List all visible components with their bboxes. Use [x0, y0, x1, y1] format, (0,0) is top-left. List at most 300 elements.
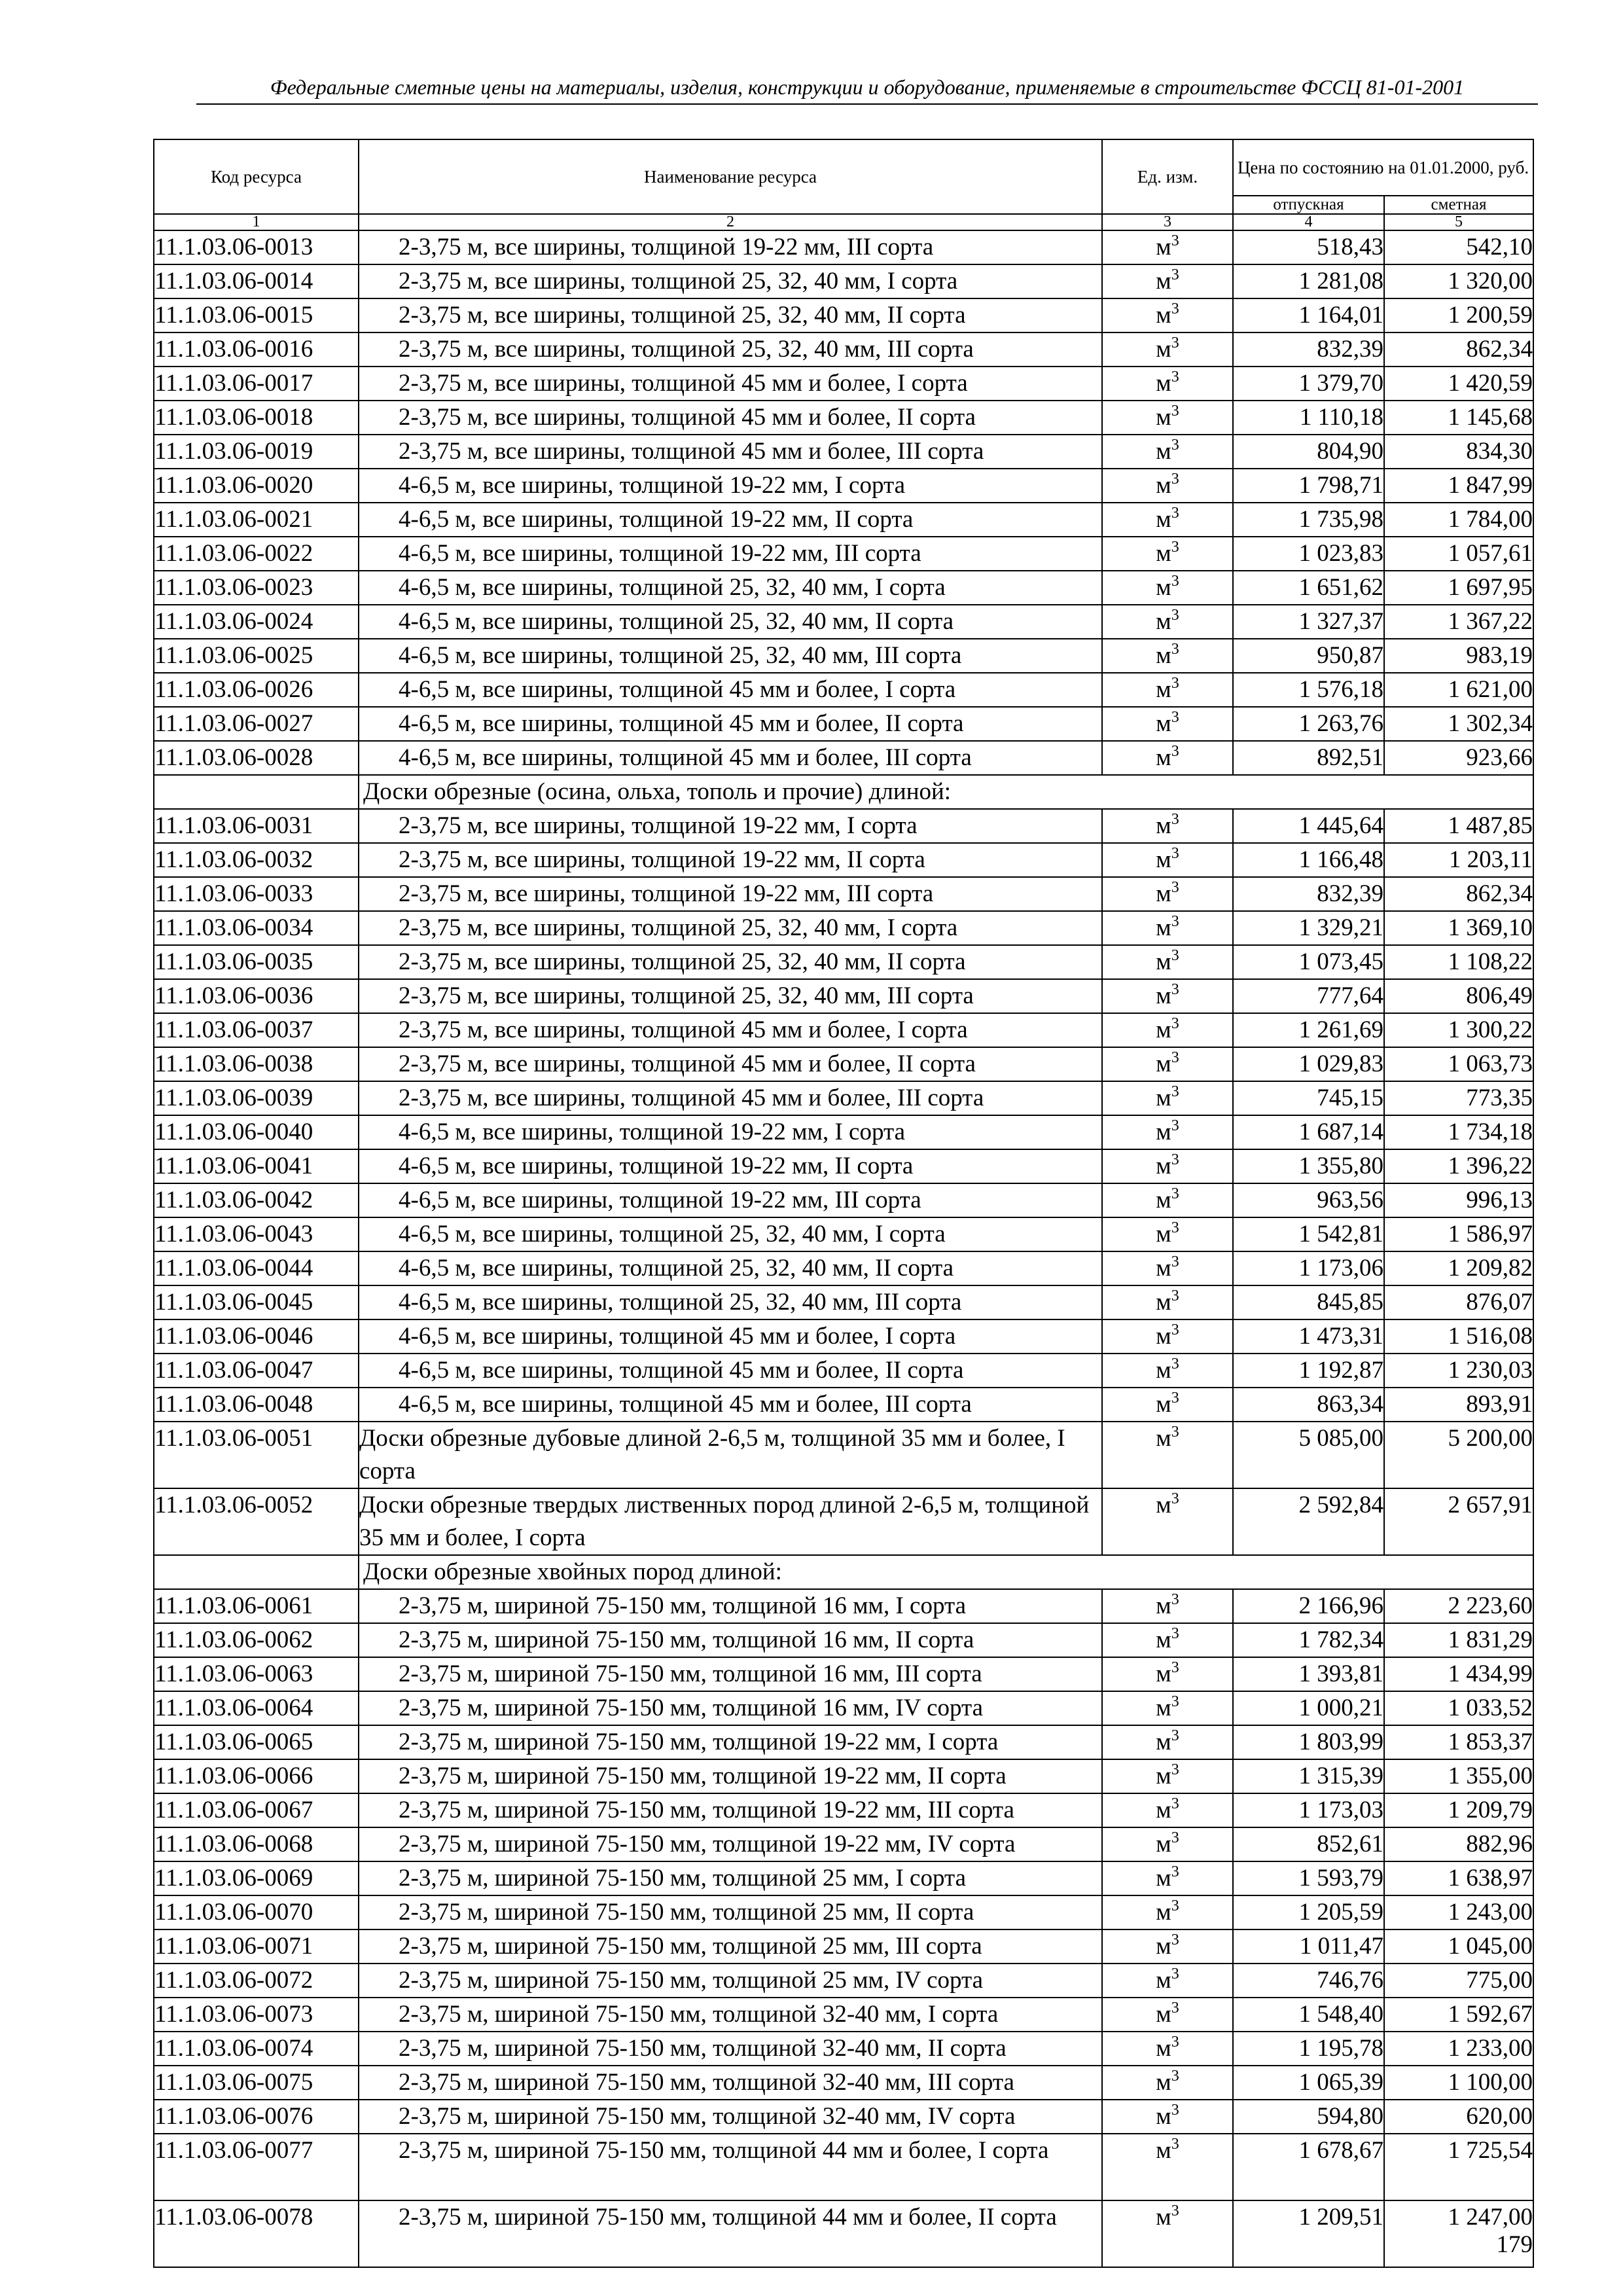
unit-exponent: 3: [1171, 811, 1179, 828]
price-estimate: 5 200,00: [1384, 1422, 1533, 1488]
unit-cell: [1102, 673, 1233, 707]
resource-code: 11.1.03.06-0038: [154, 1047, 359, 1081]
price-release: 892,51: [1233, 741, 1384, 775]
unit-base: м: [1156, 234, 1171, 260]
unit-cell: [1102, 332, 1233, 367]
table-row: [154, 1013, 1533, 1047]
unit-base: м: [1156, 914, 1171, 941]
resource-code: 11.1.03.06-0019: [154, 435, 359, 469]
resource-code: 11.1.03.06-0023: [154, 571, 359, 605]
section-code-cell: [154, 775, 359, 809]
table-row: [154, 877, 1533, 911]
unit-base: м: [1156, 744, 1171, 771]
unit-cell: [1102, 1319, 1233, 1354]
table-row: [154, 979, 1533, 1013]
resource-code: 11.1.03.06-0026: [154, 673, 359, 707]
unit-exponent: 3: [1171, 1390, 1179, 1407]
unit-base: м: [1156, 880, 1171, 907]
unit-exponent: 3: [1171, 981, 1179, 998]
unit-cell: [1102, 571, 1233, 605]
unit-cell: [1102, 945, 1233, 979]
resource-name: 2-3,75 м, все ширины, толщиной 19-22 мм, III сорта: [359, 877, 1102, 911]
price-estimate: 1 847,99: [1384, 469, 1533, 503]
table-row: [154, 1895, 1533, 1929]
resource-code: 11.1.03.06-0018: [154, 401, 359, 435]
unit-exponent: 3: [1171, 2202, 1179, 2219]
resource-code: 11.1.03.06-0044: [154, 1251, 359, 1285]
unit-exponent: 3: [1171, 1083, 1179, 1100]
resource-name: 2-3,75 м, все ширины, толщиной 25, 32, 40 мм, I сорта: [359, 264, 1102, 298]
unit-exponent: 3: [1171, 266, 1179, 283]
resource-code: 11.1.03.06-0061: [154, 1589, 359, 1623]
unit-base: м: [1156, 1119, 1171, 1145]
unit-base: м: [1156, 506, 1171, 533]
price-release: 1 548,40: [1233, 1998, 1384, 2032]
unit-exponent: 3: [1171, 368, 1179, 386]
col-header-code: Код ресурса: [154, 139, 359, 214]
price-release: 963,56: [1233, 1183, 1384, 1217]
table-row: [154, 1285, 1533, 1319]
col-header-price-release: отпускная: [1233, 196, 1384, 214]
price-release: 1 593,79: [1233, 1861, 1384, 1895]
resource-code: 11.1.03.06-0043: [154, 1217, 359, 1251]
unit-exponent: 3: [1171, 913, 1179, 930]
unit-cell: [1102, 1115, 1233, 1149]
unit-exponent: 3: [1171, 2102, 1179, 2119]
column-number: 3: [1102, 214, 1233, 230]
unit-exponent: 3: [1171, 641, 1179, 658]
price-estimate: 1 209,82: [1384, 1251, 1533, 1285]
price-estimate: 1 725,54: [1384, 2134, 1533, 2200]
table-row: [154, 435, 1533, 469]
table-row: [154, 1964, 1533, 1998]
unit-base: м: [1156, 302, 1171, 329]
unit-base: м: [1156, 1050, 1171, 1077]
price-release: 1 379,70: [1233, 367, 1384, 401]
resource-code: 11.1.03.06-0069: [154, 1861, 359, 1895]
unit-cell: [1102, 298, 1233, 332]
price-release: 832,39: [1233, 877, 1384, 911]
resource-name: 2-3,75 м, шириной 75-150 мм, толщиной 25 мм, I сорта: [359, 1861, 1102, 1895]
price-estimate: 1 367,22: [1384, 605, 1533, 639]
resource-code: 11.1.03.06-0034: [154, 911, 359, 945]
unit-cell: [1102, 1657, 1233, 1691]
resource-name: 4-6,5 м, все ширины, толщиной 45 мм и более, III сорта: [359, 1388, 1102, 1422]
resource-name: 2-3,75 м, все ширины, толщиной 45 мм и более, I сорта: [359, 1013, 1102, 1047]
table-row: [154, 1217, 1533, 1251]
resource-name: Доски обрезные твердых лиственных пород длиной 2-6,5 м, толщиной 35 мм и более, I сорта: [359, 1488, 1102, 1555]
price-estimate: 1 300,22: [1384, 1013, 1533, 1047]
column-number: 4: [1233, 214, 1384, 230]
unit-cell: [1102, 2200, 1233, 2267]
unit-base: м: [1156, 2035, 1171, 2062]
price-release: 1 735,98: [1233, 503, 1384, 537]
unit-exponent: 3: [1171, 1795, 1179, 1812]
unit-cell: [1102, 979, 1233, 1013]
unit-base: м: [1156, 608, 1171, 635]
resource-name: 2-3,75 м, шириной 75-150 мм, толщиной 19-22 мм, II сорта: [359, 1759, 1102, 1793]
table-row: [154, 1081, 1533, 1115]
resource-code: 11.1.03.06-0067: [154, 1793, 359, 1827]
price-release: 746,76: [1233, 1964, 1384, 1998]
unit-cell: [1102, 1251, 1233, 1285]
resource-name: 2-3,75 м, все ширины, толщиной 45 мм и более, II сорта: [359, 1047, 1102, 1081]
price-release: 1 195,78: [1233, 2032, 1384, 2066]
unit-exponent: 3: [1171, 2034, 1179, 2051]
unit-exponent: 3: [1171, 675, 1179, 692]
price-estimate: 1 057,61: [1384, 537, 1533, 571]
resource-name: 4-6,5 м, все ширины, толщиной 19-22 мм, III сорта: [359, 1183, 1102, 1217]
table-row: [154, 1251, 1533, 1285]
unit-exponent: 3: [1171, 1015, 1179, 1032]
table-row: [154, 1488, 1533, 1555]
table-row: [154, 2200, 1533, 2267]
price-estimate: 1 230,03: [1384, 1354, 1533, 1388]
price-estimate: 1 434,99: [1384, 1657, 1533, 1691]
unit-exponent: 3: [1171, 1287, 1179, 1304]
resource-name: 4-6,5 м, все ширины, толщиной 25, 32, 40 мм, III сорта: [359, 639, 1102, 673]
price-estimate: 1 108,22: [1384, 945, 1533, 979]
resource-name: 2-3,75 м, шириной 75-150 мм, толщиной 32-40 мм, I сорта: [359, 1998, 1102, 2032]
price-release: 1 261,69: [1233, 1013, 1384, 1047]
unit-base: м: [1156, 1289, 1171, 1316]
table-row: [154, 911, 1533, 945]
table-row: [154, 401, 1533, 435]
unit-exponent: 3: [1171, 1424, 1179, 1441]
price-release: 1 209,51: [1233, 2200, 1384, 2267]
resource-code: 11.1.03.06-0045: [154, 1285, 359, 1319]
price-release: 1 678,67: [1233, 2134, 1384, 2200]
resource-code: 11.1.03.06-0063: [154, 1657, 359, 1691]
table-row: [154, 1623, 1533, 1657]
price-release: 1 192,87: [1233, 1354, 1384, 1388]
unit-exponent: 3: [1171, 1897, 1179, 1914]
resource-name: 2-3,75 м, все ширины, толщиной 45 мм и более, II сорта: [359, 401, 1102, 435]
price-table: [153, 139, 1534, 2268]
price-estimate: 1 247,00: [1384, 2200, 1533, 2267]
resource-name: 2-3,75 м, шириной 75-150 мм, толщиной 25 мм, IV сорта: [359, 1964, 1102, 1998]
table-row: [154, 537, 1533, 571]
price-estimate: 1 200,59: [1384, 298, 1533, 332]
unit-cell: [1102, 1388, 1233, 1422]
unit-base: м: [1156, 812, 1171, 839]
price-release: 1 327,37: [1233, 605, 1384, 639]
resource-code: 11.1.03.06-0025: [154, 639, 359, 673]
unit-base: м: [1156, 1899, 1171, 1926]
unit-exponent: 3: [1171, 1117, 1179, 1134]
price-estimate: 1 302,34: [1384, 707, 1533, 741]
price-release: 777,64: [1233, 979, 1384, 1013]
table-row: [154, 2032, 1533, 2066]
price-estimate: 923,66: [1384, 741, 1533, 775]
unit-cell: [1102, 1759, 1233, 1793]
price-estimate: 1 487,85: [1384, 809, 1533, 843]
unit-cell: [1102, 503, 1233, 537]
resource-name: 4-6,5 м, все ширины, толщиной 19-22 мм, III сорта: [359, 537, 1102, 571]
price-estimate: 1 100,00: [1384, 2066, 1533, 2100]
resource-name: 4-6,5 м, все ширины, толщиной 19-22 мм, II сорта: [359, 503, 1102, 537]
table-row: [154, 1691, 1533, 1725]
section-row: [154, 775, 1533, 809]
unit-base: м: [1156, 1592, 1171, 1619]
price-estimate: 542,10: [1384, 230, 1533, 264]
unit-exponent: 3: [1171, 403, 1179, 420]
unit-exponent: 3: [1171, 437, 1179, 454]
unit-base: м: [1156, 1255, 1171, 1282]
resource-name: 2-3,75 м, шириной 75-150 мм, толщиной 16 мм, II сорта: [359, 1623, 1102, 1657]
price-release: 1 542,81: [1233, 1217, 1384, 1251]
resource-code: 11.1.03.06-0078: [154, 2200, 359, 2267]
price-release: 804,90: [1233, 435, 1384, 469]
price-estimate: 1 621,00: [1384, 673, 1533, 707]
unit-exponent: 3: [1171, 1693, 1179, 1710]
resource-code: 11.1.03.06-0039: [154, 1081, 359, 1115]
unit-exponent: 3: [1171, 1490, 1179, 1507]
unit-base: м: [1156, 1626, 1171, 1653]
resource-name: 4-6,5 м, все ширины, толщиной 25, 32, 40 мм, III сорта: [359, 1285, 1102, 1319]
unit-exponent: 3: [1171, 1625, 1179, 1642]
table-row: [154, 367, 1533, 401]
resource-name: 4-6,5 м, все ширины, толщиной 19-22 мм, I сорта: [359, 469, 1102, 503]
col-header-price-group: Цена по состоянию на 01.01.2000, руб.: [1233, 139, 1533, 196]
unit-base: м: [1156, 2001, 1171, 2028]
unit-base: м: [1156, 268, 1171, 295]
unit-cell: [1102, 230, 1233, 264]
resource-name: 2-3,75 м, все ширины, толщиной 45 мм и более, III сорта: [359, 1081, 1102, 1115]
price-release: 1 166,48: [1233, 843, 1384, 877]
price-release: 1 029,83: [1233, 1047, 1384, 1081]
resource-name: 4-6,5 м, все ширины, толщиной 45 мм и более, II сорта: [359, 1354, 1102, 1388]
unit-cell: [1102, 401, 1233, 435]
price-release: 1 173,06: [1233, 1251, 1384, 1285]
unit-exponent: 3: [1171, 845, 1179, 862]
unit-exponent: 3: [1171, 1591, 1179, 1608]
unit-cell: [1102, 1183, 1233, 1217]
resource-name: 2-3,75 м, шириной 75-150 мм, толщиной 25 мм, III сорта: [359, 1929, 1102, 1964]
col-header-unit: Ед. изм.: [1102, 139, 1233, 214]
resource-code: 11.1.03.06-0040: [154, 1115, 359, 1149]
price-estimate: 2 223,60: [1384, 1589, 1533, 1623]
price-estimate: 1 697,95: [1384, 571, 1533, 605]
price-release: 1 803,99: [1233, 1725, 1384, 1759]
resource-name: 4-6,5 м, все ширины, толщиной 25, 32, 40 мм, I сорта: [359, 1217, 1102, 1251]
resource-name: 4-6,5 м, все ширины, толщиной 19-22 мм, II сорта: [359, 1149, 1102, 1183]
unit-base: м: [1156, 1695, 1171, 1721]
resource-name: 2-3,75 м, все ширины, толщиной 25, 32, 40 мм, II сорта: [359, 298, 1102, 332]
unit-exponent: 3: [1171, 2068, 1179, 2085]
table-row: [154, 264, 1533, 298]
unit-cell: [1102, 1895, 1233, 1929]
resource-name: 2-3,75 м, все ширины, толщиной 45 мм и более, I сорта: [359, 367, 1102, 401]
table-row: [154, 1998, 1533, 2032]
price-release: 2 592,84: [1233, 1488, 1384, 1555]
unit-cell: [1102, 809, 1233, 843]
price-estimate: 2 657,91: [1384, 1488, 1533, 1555]
unit-base: м: [1156, 2069, 1171, 2096]
price-estimate: 773,35: [1384, 1081, 1533, 1115]
unit-base: м: [1156, 370, 1171, 397]
column-number: 5: [1384, 214, 1533, 230]
section-code-cell: [154, 1555, 359, 1589]
unit-exponent: 3: [1171, 1185, 1179, 1202]
price-release: 863,34: [1233, 1388, 1384, 1422]
price-estimate: 1 516,08: [1384, 1319, 1533, 1354]
resource-name: 2-3,75 м, шириной 75-150 мм, толщиной 19-22 мм, IV сорта: [359, 1827, 1102, 1861]
unit-base: м: [1156, 1425, 1171, 1452]
unit-base: м: [1156, 1187, 1171, 1213]
price-release: 745,15: [1233, 1081, 1384, 1115]
table-row: [154, 1759, 1533, 1793]
resource-name: 4-6,5 м, все ширины, толщиной 45 мм и более, III сорта: [359, 741, 1102, 775]
unit-cell: [1102, 707, 1233, 741]
unit-base: м: [1156, 438, 1171, 465]
resource-code: 11.1.03.06-0014: [154, 264, 359, 298]
table-row: [154, 1115, 1533, 1149]
price-release: 1 011,47: [1233, 1929, 1384, 1964]
resource-code: 11.1.03.06-0028: [154, 741, 359, 775]
unit-base: м: [1156, 1831, 1171, 1857]
price-release: 950,87: [1233, 639, 1384, 673]
price-estimate: 620,00: [1384, 2100, 1533, 2134]
table-row: [154, 2066, 1533, 2100]
price-estimate: 1 396,22: [1384, 1149, 1533, 1183]
price-estimate: 1 355,00: [1384, 1759, 1533, 1793]
price-estimate: 996,13: [1384, 1183, 1533, 1217]
page-number: 179: [1496, 2231, 1533, 2258]
resource-code: 11.1.03.06-0013: [154, 230, 359, 264]
unit-exponent: 3: [1171, 1829, 1179, 1846]
price-release: 1 445,64: [1233, 809, 1384, 843]
price-release: 1 329,21: [1233, 911, 1384, 945]
unit-exponent: 3: [1171, 573, 1179, 590]
resource-code: 11.1.03.06-0027: [154, 707, 359, 741]
unit-exponent: 3: [1171, 1931, 1179, 1948]
resource-name: 2-3,75 м, все ширины, толщиной 25, 32, 40 мм, II сорта: [359, 945, 1102, 979]
resource-code: 11.1.03.06-0016: [154, 332, 359, 367]
resource-code: 11.1.03.06-0035: [154, 945, 359, 979]
resource-code: 11.1.03.06-0042: [154, 1183, 359, 1217]
unit-cell: [1102, 1998, 1233, 2032]
resource-name: 2-3,75 м, шириной 75-150 мм, толщиной 16 мм, I сорта: [359, 1589, 1102, 1623]
resource-code: 11.1.03.06-0047: [154, 1354, 359, 1388]
resource-code: 11.1.03.06-0032: [154, 843, 359, 877]
unit-base: м: [1156, 1729, 1171, 1755]
table-row: [154, 1725, 1533, 1759]
resource-name: 2-3,75 м, все ширины, толщиной 25, 32, 40 мм, III сорта: [359, 332, 1102, 367]
unit-cell: [1102, 1793, 1233, 1827]
resource-code: 11.1.03.06-0052: [154, 1488, 359, 1555]
unit-cell: [1102, 264, 1233, 298]
table-row: [154, 673, 1533, 707]
unit-base: м: [1156, 2204, 1171, 2231]
resource-code: 11.1.03.06-0022: [154, 537, 359, 571]
unit-exponent: 3: [1171, 1727, 1179, 1744]
unit-cell: [1102, 1422, 1233, 1488]
unit-exponent: 3: [1171, 709, 1179, 726]
column-numbers-row: [154, 214, 1533, 230]
resource-code: 11.1.03.06-0036: [154, 979, 359, 1013]
resource-name: Доски обрезные дубовые длиной 2-6,5 м, толщиной 35 мм и более, I сорта: [359, 1422, 1102, 1488]
table-row: [154, 1047, 1533, 1081]
price-estimate: 1 320,00: [1384, 264, 1533, 298]
resource-code: 11.1.03.06-0046: [154, 1319, 359, 1354]
resource-code: 11.1.03.06-0065: [154, 1725, 359, 1759]
resource-code: 11.1.03.06-0072: [154, 1964, 359, 1998]
unit-exponent: 3: [1171, 505, 1179, 522]
price-release: 1 281,08: [1233, 264, 1384, 298]
col-header-price-estimate: сметная: [1384, 196, 1533, 214]
unit-cell: [1102, 1964, 1233, 1998]
price-release: 1 687,14: [1233, 1115, 1384, 1149]
resource-code: 11.1.03.06-0077: [154, 2134, 359, 2200]
price-estimate: 1 209,79: [1384, 1793, 1533, 1827]
unit-cell: [1102, 877, 1233, 911]
price-estimate: 1 145,68: [1384, 401, 1533, 435]
table-row: [154, 1589, 1533, 1623]
resource-code: 11.1.03.06-0024: [154, 605, 359, 639]
unit-cell: [1102, 741, 1233, 775]
resource-code: 11.1.03.06-0076: [154, 2100, 359, 2134]
unit-exponent: 3: [1171, 300, 1179, 317]
unit-base: м: [1156, 1797, 1171, 1823]
section-title: Доски обрезные хвойных пород длиной:: [359, 1555, 1233, 1589]
unit-exponent: 3: [1171, 947, 1179, 964]
unit-exponent: 3: [1171, 743, 1179, 760]
resource-name: 2-3,75 м, все ширины, толщиной 25, 32, 40 мм, I сорта: [359, 911, 1102, 945]
price-release: 852,61: [1233, 1827, 1384, 1861]
price-release: 1 000,21: [1233, 1691, 1384, 1725]
unit-base: м: [1156, 1763, 1171, 1789]
table-row: [154, 230, 1533, 264]
resource-code: 11.1.03.06-0015: [154, 298, 359, 332]
price-release: 5 085,00: [1233, 1422, 1384, 1488]
unit-base: м: [1156, 1016, 1171, 1043]
unit-cell: [1102, 1047, 1233, 1081]
resource-code: 11.1.03.06-0031: [154, 809, 359, 843]
resource-code: 11.1.03.06-0066: [154, 1759, 359, 1793]
resource-code: 11.1.03.06-0062: [154, 1623, 359, 1657]
table-row: [154, 503, 1533, 537]
unit-base: м: [1156, 1085, 1171, 1111]
unit-base: м: [1156, 1865, 1171, 1892]
unit-cell: [1102, 367, 1233, 401]
table-row: [154, 843, 1533, 877]
resource-name: 2-3,75 м, шириной 75-150 мм, толщиной 19-22 мм, III сорта: [359, 1793, 1102, 1827]
table-row: [154, 707, 1533, 741]
price-estimate: 775,00: [1384, 1964, 1533, 1998]
table-row: [154, 1149, 1533, 1183]
price-estimate: 1 033,52: [1384, 1691, 1533, 1725]
unit-cell: [1102, 1217, 1233, 1251]
resource-code: 11.1.03.06-0037: [154, 1013, 359, 1047]
unit-cell: [1102, 1623, 1233, 1657]
resource-name: 2-3,75 м, шириной 75-150 мм, толщиной 25 мм, II сорта: [359, 1895, 1102, 1929]
unit-base: м: [1156, 2137, 1171, 2164]
unit-exponent: 3: [1171, 2000, 1179, 2017]
resource-code: 11.1.03.06-0074: [154, 2032, 359, 2066]
resource-name: 2-3,75 м, шириной 75-150 мм, толщиной 16 мм, IV сорта: [359, 1691, 1102, 1725]
unit-cell: [1102, 1488, 1233, 1555]
resource-name: 2-3,75 м, шириной 75-150 мм, толщиной 32-40 мм, III сорта: [359, 2066, 1102, 2100]
unit-cell: [1102, 1861, 1233, 1895]
price-rows: [154, 230, 1533, 2267]
table-row: [154, 1354, 1533, 1388]
table-row: [154, 1929, 1533, 1964]
price-estimate: 1 853,37: [1384, 1725, 1533, 1759]
header-rule: [196, 103, 1538, 105]
price-release: 1 473,31: [1233, 1319, 1384, 1354]
price-release: 1 651,62: [1233, 571, 1384, 605]
